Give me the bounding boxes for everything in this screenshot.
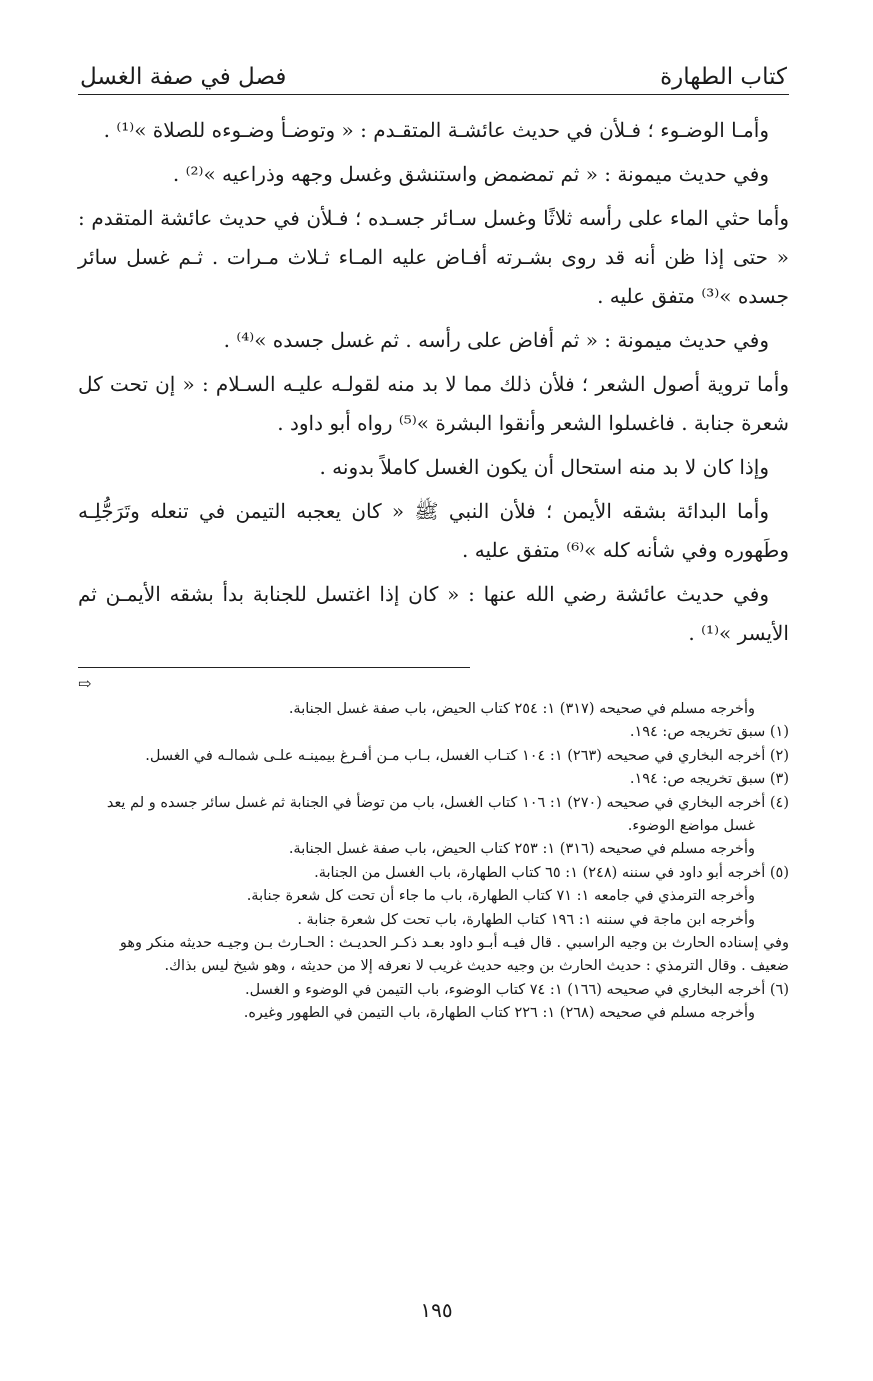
footnote-line: وأخرجه الترمذي في جامعه ١: ٧١ كتاب الطهارة، باب ما جاء أن تحت كل شعرة جنابة. (246, 888, 755, 905)
footnote-line: (٥) أخرجه أبو داود في سننه (٢٤٨) ١: ٦٥ كتاب الطهارة، باب الغسل من الجنابة. (314, 864, 789, 881)
paragraph: وأمـا الوضـوء ؛ فـلأن في حديث عائشـة المتقـدم : « وتوضـأ وضـوءه للصلاة »⁽¹⁾ . (103, 118, 769, 142)
footnote-line: وأخرجه ابن ماجة في سننه ١: ١٩٦ كتاب الطهارة، باب تحت كل شعرة جنابة . (297, 911, 755, 928)
continuation-arrow-icon: ⇨ (78, 674, 92, 693)
paragraph: وأما البدائة بشقه الأيمن ؛ فلأن النبي ﷺ « كان يعجبه التيمن في تنعله وتَرَجُّلِـه وطَهوره وفي شأنه كله »⁽⁶⁾ متفق عليه . (78, 499, 789, 562)
footnote-line: وفي إسناده الحارث بن وجيه الراسبي . قال فيـه أبـو داود بعـد ذكـر الحديـث : الحـارث بـن وجيـه حديثه منكر وهو ضعيف . وقال الترمذي : حديث الحارث بن وجيه حديث غريب لا نعرفه إلا من حديثه ، وهو شيخ ليس بذاك. (119, 935, 789, 975)
paragraph: وفي حديث ميمونة : « ثم أفاض على رأسه . ثم غسل جسده »⁽⁴⁾ . (223, 328, 769, 352)
footnote-line: (٢) أخرجه البخاري في صحيحه (٢٦٣) ١: ١٠٤ كتـاب الغسل، بـاب مـن أفـرغ بيمينـه علـى شمالـه في الغسل. (145, 747, 789, 764)
footnote-line: وأخرجه مسلم في صحيحه (٣١٧) ١: ٢٥٤ كتاب الحيض، باب صفة غسل الجنابة. (288, 701, 755, 717)
footnote-line: وأخرجه مسلم في صحيحه (٣١٦) ١: ٢٥٣ كتاب الحيض، باب صفة غسل الجنابة. (288, 841, 755, 858)
paragraph: وأما تروية أصول الشعر ؛ فلأن ذلك مما لا بد منه لقولـه عليـه السـلام : « إن تحت كل شعرة جنابة . فاغسلوا الشعر وأنقوا البشرة »⁽⁵⁾ رواه أبو داود . (78, 372, 789, 435)
running-header (78, 42, 789, 95)
footnote-line: (١) سبق تخريجه ص: ١٩٤. (629, 724, 789, 741)
footnote-separator (78, 667, 470, 668)
chapter-title: فصل في صفة الغسل (80, 64, 287, 90)
footnotes (78, 698, 789, 1026)
page-number: ١٩٥ (420, 1298, 453, 1322)
paragraph: وأما حثي الماء على رأسه ثلاثًا وغسل سـائر جسـده ؛ فـلأن في حديث عائشة المتقدم : « حتى إذا ظن أنه قد روى بشـرته أفـاض عليه المـاء ثـلاث مـرات . ثـم غسل سائر جسده »⁽³⁾ متفق عليه . (78, 206, 789, 308)
main-text (78, 111, 789, 653)
paragraph: وإذا كان لا بد منه استحال أن يكون الغسل كاملاً بدونه . (319, 455, 769, 479)
footnote-line: (٦) أخرجه البخاري في صحيحه (١٦٦) ١: ٧٤ كتاب الوضوء، باب التيمن في الوضوء و الغسل. (245, 981, 789, 998)
paragraph: وفي حديث ميمونة : « ثم تمضمض واستنشق وغسل وجهه وذراعيه »⁽²⁾ . (172, 162, 769, 186)
paragraph: وفي حديث عائشة رضي الله عنها : « كان إذا اغتسل للجنابة بدأ بشقه الأيمـن ثم الأيسر »⁽¹⁾ . (78, 582, 789, 645)
book-title: كتاب الطهارة (660, 64, 787, 90)
footnote-line: (٤) أخرجه البخاري في صحيحه (٢٧٠) ١: ١٠٦ كتاب الغسل، باب من توضأ في الجنابة ثم غسل سائر جسده و لم يعد غسل مواضع الوضوء. (106, 794, 789, 835)
footnote-line: وأخرجه مسلم في صحيحه (٢٦٨) ١: ٢٢٦ كتاب الطهارة، باب التيمن في الطهور وغيره. (243, 1005, 755, 1022)
footnote-line: (٣) سبق تخريجه ص: ١٩٤. (629, 771, 789, 788)
